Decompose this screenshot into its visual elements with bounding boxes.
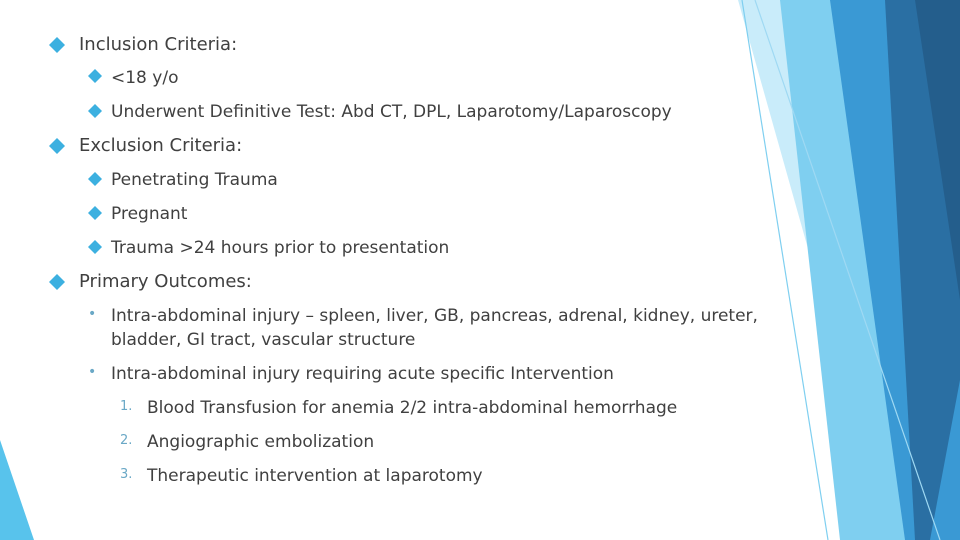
diamond-bullet-icon <box>49 37 65 53</box>
numbered-item: Angiographic embolization <box>147 432 375 452</box>
section-heading-inclusion: Inclusion Criteria: <box>79 34 238 55</box>
exclusion-item: Penetrating Trauma <box>111 170 278 190</box>
deco-left-triangle <box>0 440 34 540</box>
diamond-bullet-icon <box>49 138 65 154</box>
list-number: 3. <box>120 467 133 482</box>
diamond-bullet-icon <box>88 172 102 186</box>
dot-bullet: • <box>88 306 97 322</box>
exclusion-item: Pregnant <box>111 204 188 224</box>
section-heading-exclusion: Exclusion Criteria: <box>79 135 243 156</box>
section-heading-primary-outcomes: Primary Outcomes: <box>79 271 252 292</box>
diamond-bullet-icon <box>49 274 65 290</box>
list-number: 1. <box>120 399 133 414</box>
diamond-bullet-icon <box>88 104 102 118</box>
inclusion-item: Underwent Definitive Test: Abd CT, DPL, Laparotomy/Laparoscopy <box>111 102 672 122</box>
outcome-item-line: Intra-abdominal injury – spleen, liver, GB, pancreas, adrenal, kidney, ureter, <box>111 306 758 326</box>
dot-bullet: • <box>88 364 97 380</box>
numbered-item: Therapeutic intervention at laparotomy <box>147 466 483 486</box>
diamond-bullet-icon <box>88 206 102 220</box>
numbered-item: Blood Transfusion for anemia 2/2 intra-abdominal hemorrhage <box>147 398 678 418</box>
diamond-bullet-icon <box>88 69 102 83</box>
outcome-item-line: Intra-abdominal injury requiring acute specific Intervention <box>111 364 614 384</box>
list-number: 2. <box>120 433 133 448</box>
exclusion-item: Trauma >24 hours prior to presentation <box>111 238 450 258</box>
inclusion-item: <18 y/o <box>111 68 179 88</box>
diamond-bullet-icon <box>88 240 102 254</box>
outcome-item-line: bladder, GI tract, vascular structure <box>111 330 416 350</box>
